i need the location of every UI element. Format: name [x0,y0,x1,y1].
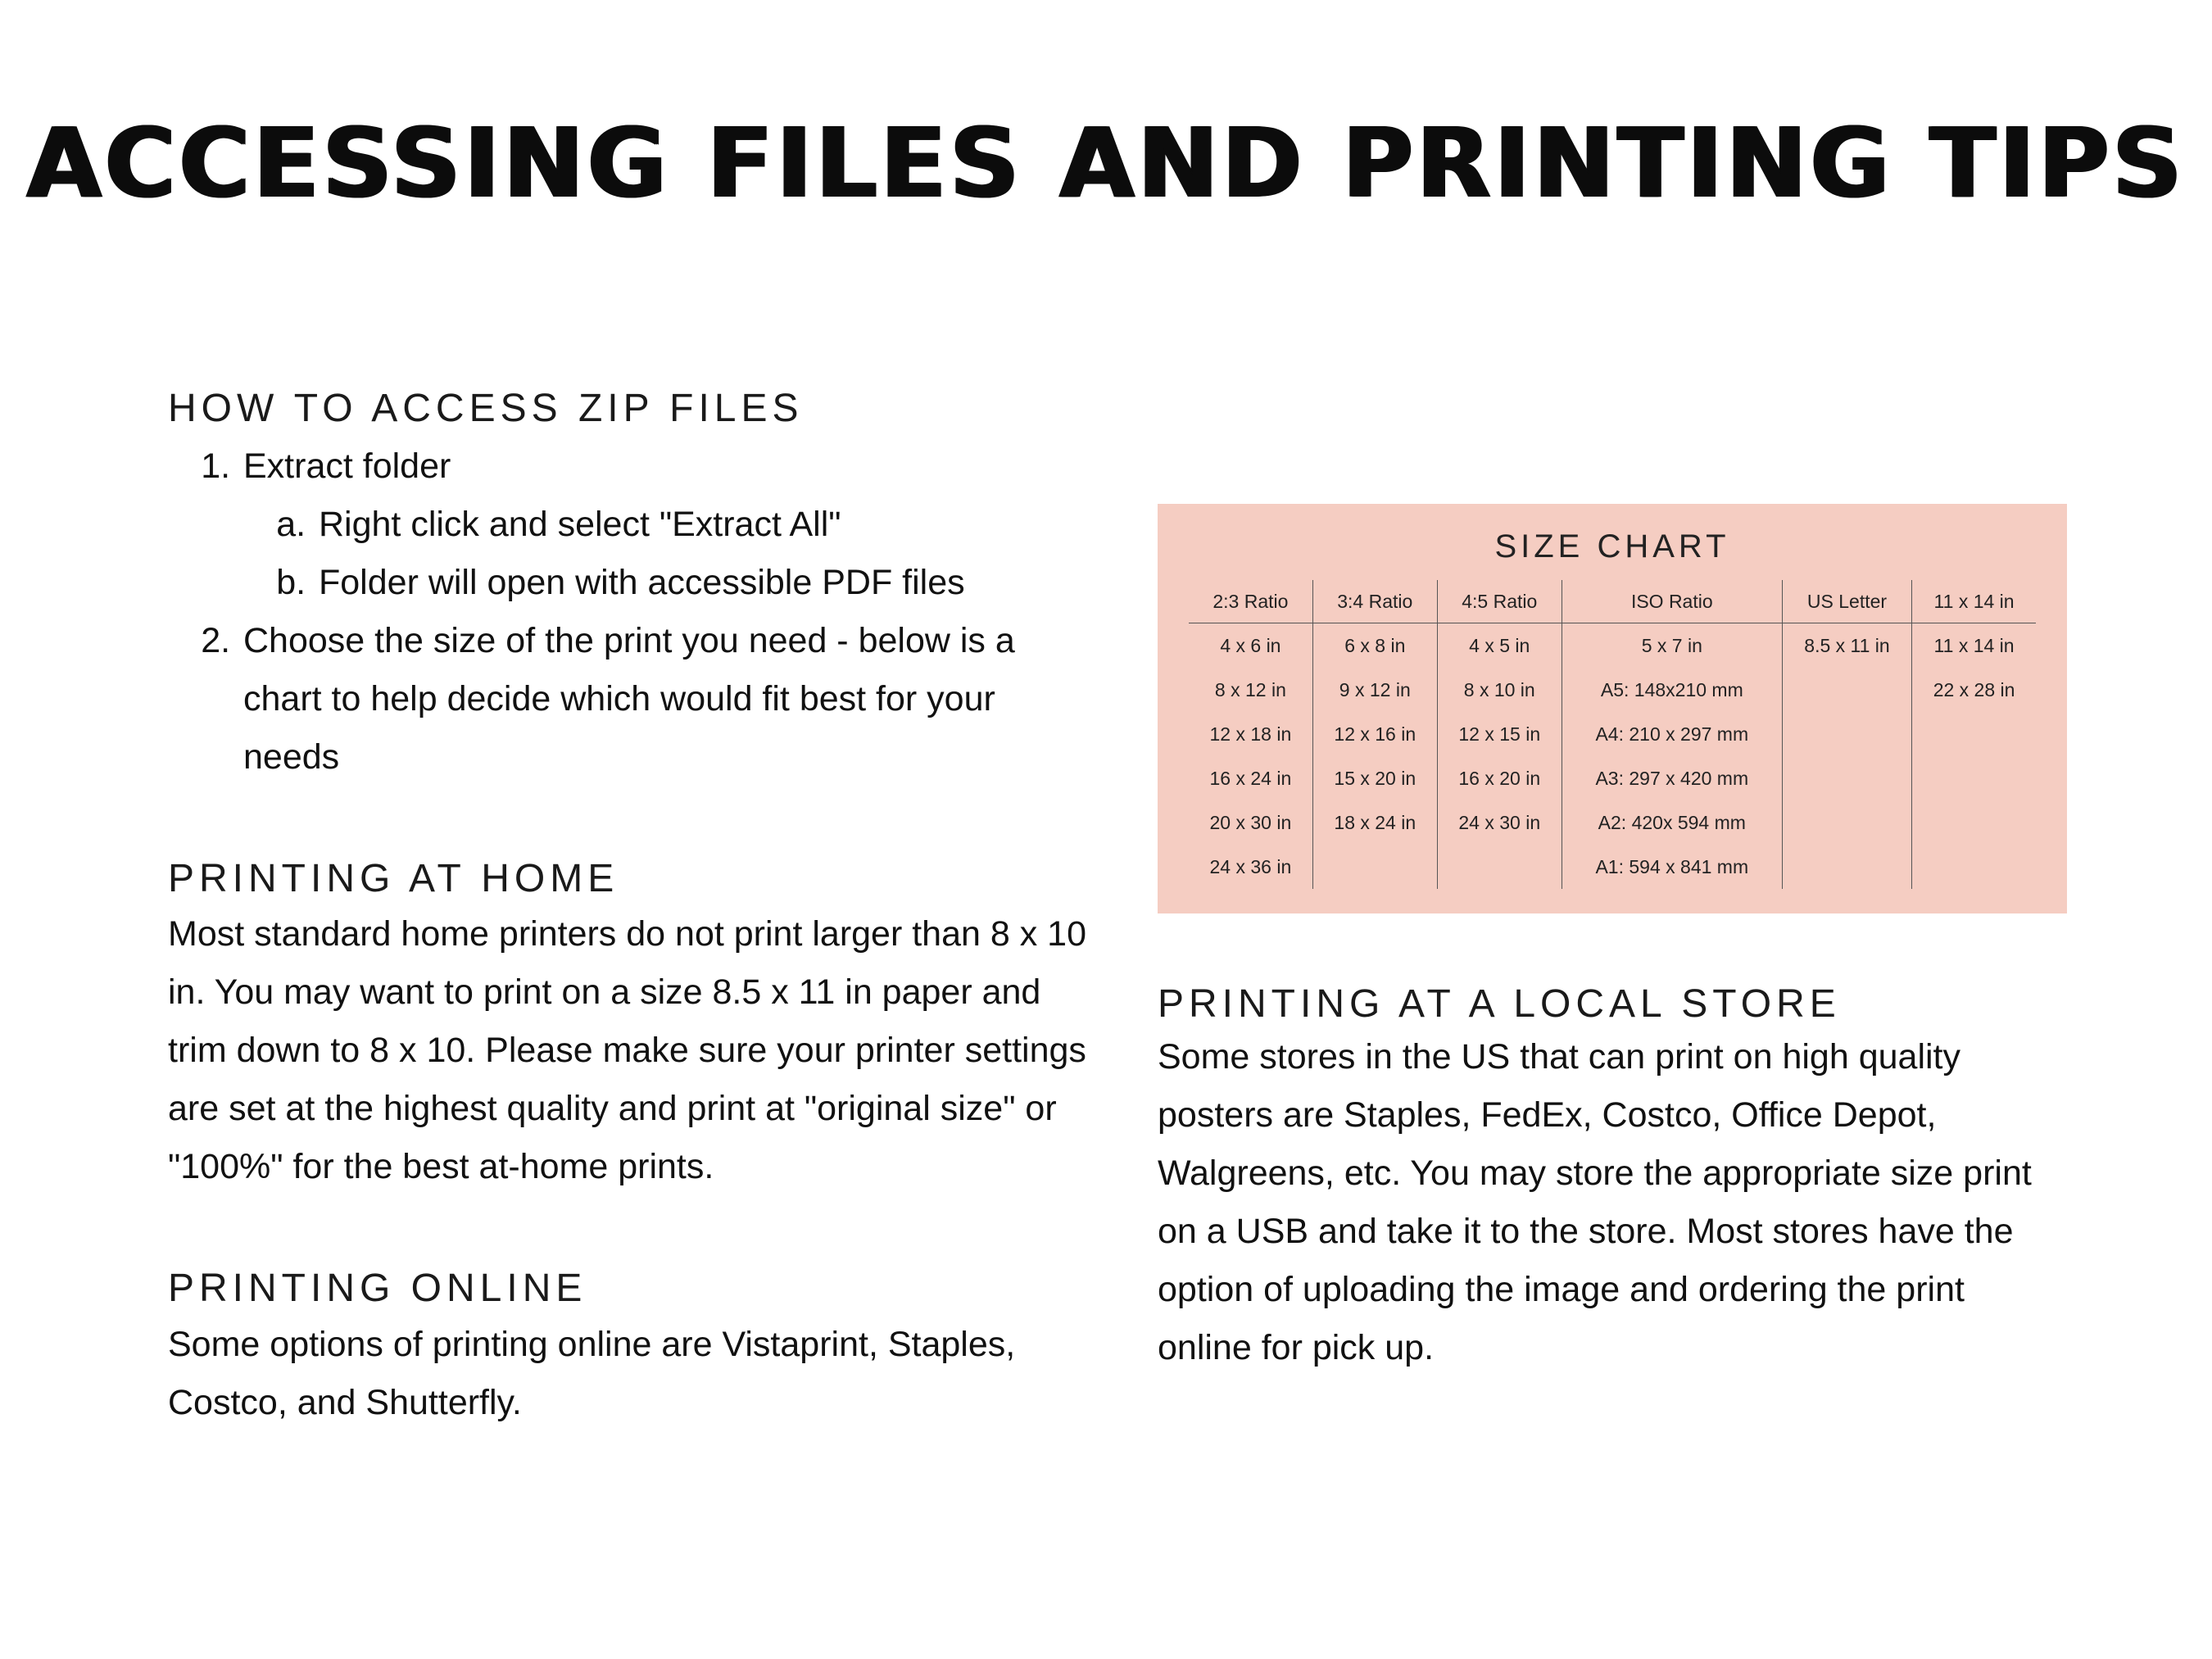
page-title: ACCESSING FILES AND PRINTING TIPS [26,107,2186,220]
home-heading: PRINTING AT HOME [168,856,619,900]
zip-step-label: Extract folder [243,446,451,486]
table-cell: 24 x 30 in [1437,800,1562,845]
size-chart-table [1189,580,2036,889]
store-heading: PRINTING AT A LOCAL STORE [1158,982,1841,1026]
size-chart-title: SIZE CHART [1494,528,1730,564]
table-cell: 5 x 7 in [1562,623,1782,669]
table-cell: 11 x 14 in [1912,623,2036,669]
table-cell: A4: 210 x 297 mm [1562,712,1782,756]
table-row [1189,712,2036,756]
table-cell [1782,756,1911,800]
table-cell [1912,800,2036,845]
table-cell [1782,800,1911,845]
size-chart-column-header: 11 x 14 in [1912,580,2036,623]
zip-step [240,612,1090,786]
table-cell: 18 x 24 in [1312,800,1437,845]
left-column [168,385,1090,1432]
size-chart-column-header: ISO Ratio [1562,580,1782,623]
table-cell [1437,845,1562,889]
table-cell [1782,845,1911,889]
table-cell: 16 x 20 in [1437,756,1562,800]
right-column [1158,504,2067,1377]
table-row [1189,845,2036,889]
table-cell: 24 x 36 in [1209,855,1292,877]
zip-heading: HOW TO ACCESS ZIP FILES [168,387,804,430]
zip-step [240,437,1090,612]
table-cell: A1: 594 x 841 mm [1562,845,1782,889]
table-cell [1312,845,1437,889]
table-cell [1912,845,2036,889]
store-body: Some stores in the US that can print on high quality posters are Staples, FedEx, Costco, Office Depot, Walgreens, etc. You may store the appropriate size print on a USB and take it to the store. Most stores have the option of uploading the image and ordering the print online for pick up. [1158,1036,2032,1367]
table-cell: 8.5 x 11 in [1782,623,1911,669]
zip-substeps-list [243,496,1090,612]
size-chart-column-header: US Letter [1782,580,1911,623]
size-chart-column-header: 2:3 Ratio [1189,580,1312,623]
size-chart-column-header: 4:5 Ratio [1437,580,1562,623]
size-chart [1158,504,2067,913]
online-section [168,1265,1090,1432]
zip-substep-label: Folder will open with accessible PDF files [319,562,965,602]
table-cell [1782,712,1911,756]
size-chart-column-header: 3:4 Ratio [1312,580,1437,623]
zip-step-label: Choose the size of the print you need - below is a chart to help decide which would fit best for your needs [243,620,1015,777]
online-heading: PRINTING ONLINE [168,1267,587,1311]
online-body: Some options of printing online are Vistaprint, Staples, Costco, and Shutterfly. [168,1324,1016,1422]
zip-steps-list [168,437,1090,786]
table-cell: 12 x 16 in [1312,712,1437,756]
table-cell: 4 x 5 in [1437,623,1562,669]
table-row [1189,756,2036,800]
table-cell: 8 x 12 in [1214,678,1286,700]
store-section [1158,981,2067,1377]
table-row [1189,800,2036,845]
table-cell: A2: 420x 594 mm [1562,800,1782,845]
table-cell: 15 x 20 in [1312,756,1437,800]
table-cell: 12 x 15 in [1437,712,1562,756]
zip-substep [315,554,1090,612]
home-section [168,855,1090,1197]
table-cell: A5: 148x210 mm [1562,668,1782,712]
table-cell: 22 x 28 in [1912,668,2036,712]
zip-substep [315,496,1090,554]
table-cell: 9 x 12 in [1312,668,1437,712]
table-cell: 20 x 30 in [1209,811,1292,833]
size-chart-header-row [1189,580,2036,623]
table-cell [1912,756,2036,800]
zip-section [168,385,1090,786]
zip-substep-label: Right click and select "Extract All" [319,504,841,544]
table-cell: A3: 297 x 420 mm [1562,756,1782,800]
table-cell: 4 x 6 in [1220,634,1281,656]
table-row [1189,623,2036,669]
table-cell: 12 x 18 in [1209,723,1292,745]
table-cell: 8 x 10 in [1437,668,1562,712]
table-cell: 6 x 8 in [1312,623,1437,669]
home-body: Most standard home printers do not print larger than 8 x 10 in. You may want to print on a size 8.5 x 11 in paper and trim down to 8 x 10. Please make sure your printer settings are set at the highest quality and print at "original size" or "100%" for the best at-home prints. [168,914,1087,1187]
table-cell [1912,712,2036,756]
table-cell: 16 x 24 in [1209,767,1292,789]
table-cell [1782,668,1911,712]
table-row [1189,668,2036,712]
